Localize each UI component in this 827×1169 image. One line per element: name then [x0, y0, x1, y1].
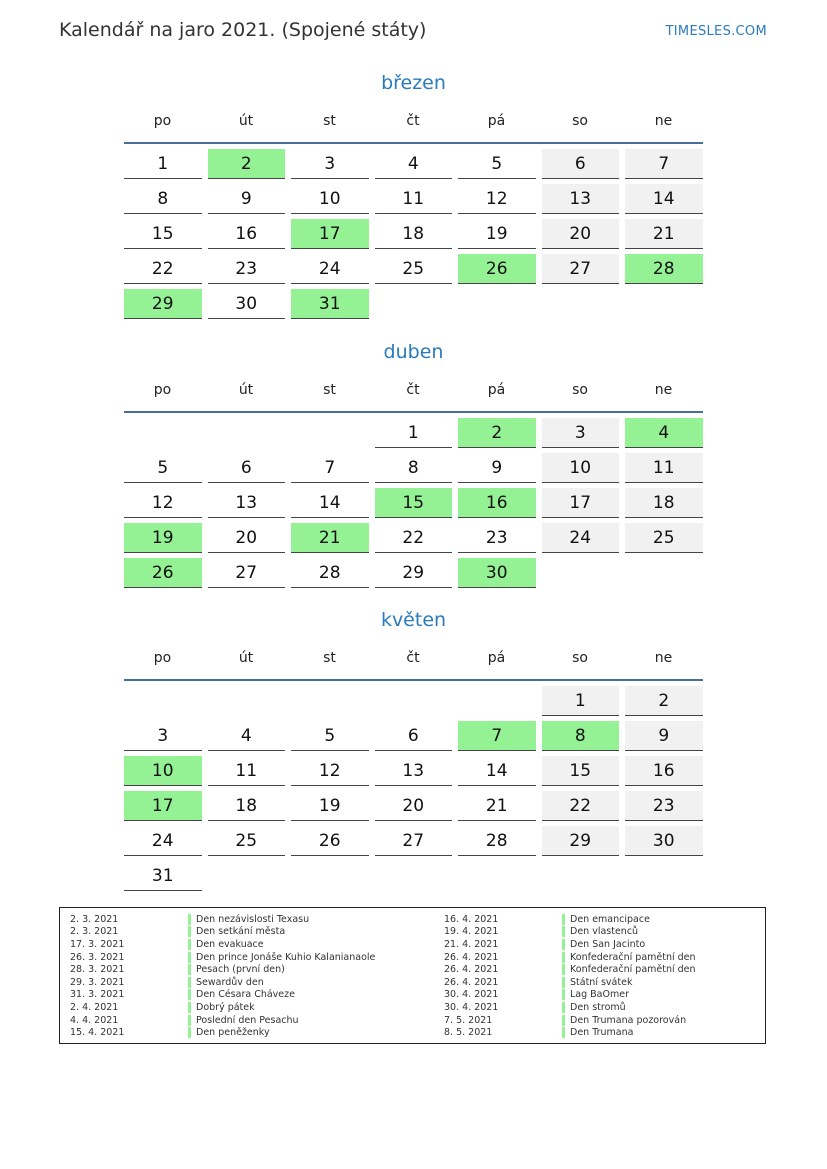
- weekday-label: ne: [654, 650, 673, 666]
- day-cell[interactable]: 16: [625, 756, 703, 786]
- day-cell[interactable]: 29: [542, 826, 620, 856]
- day-cell[interactable]: 13: [375, 756, 453, 786]
- holiday-day-cell[interactable]: 30: [458, 558, 536, 588]
- holiday-marker: [188, 1027, 191, 1038]
- day-cell[interactable]: 14: [625, 184, 703, 214]
- weekday-label: čt: [406, 650, 420, 666]
- day-cell[interactable]: 9: [625, 721, 703, 751]
- holiday-day-cell[interactable]: 2: [208, 149, 286, 179]
- weekday-header: [124, 372, 703, 408]
- holiday-marker: [188, 1002, 191, 1013]
- day-cell[interactable]: 5: [458, 149, 536, 179]
- holiday-name: Den nezávislosti Texasu: [196, 913, 310, 925]
- day-cell[interactable]: 8: [375, 453, 453, 483]
- holiday-day-cell[interactable]: 28: [625, 254, 703, 284]
- holiday-row: [444, 951, 696, 964]
- weekday-label: ne: [654, 382, 673, 398]
- holiday-day-cell[interactable]: 26: [458, 254, 536, 284]
- holiday-row: [444, 963, 696, 976]
- holiday-row: [444, 938, 696, 951]
- day-cell[interactable]: 7: [291, 453, 369, 483]
- day-cell[interactable]: 24: [542, 523, 620, 553]
- holiday-row: [444, 989, 696, 1002]
- holiday-day-cell[interactable]: 21: [291, 523, 369, 553]
- month-divider: [124, 679, 703, 681]
- day-cell[interactable]: 8: [124, 184, 202, 214]
- holiday-row: [70, 913, 375, 926]
- holiday-row: [70, 1001, 375, 1014]
- holiday-marker: [562, 926, 565, 937]
- holiday-marker: [562, 1002, 565, 1013]
- day-cell[interactable]: 11: [375, 184, 453, 214]
- day-cell[interactable]: 25: [375, 254, 453, 284]
- holiday-marker: [562, 1027, 565, 1038]
- holiday-date: 2. 3. 2021: [70, 926, 119, 938]
- day-cell[interactable]: 5: [124, 453, 202, 483]
- holiday-marker: [188, 1015, 191, 1026]
- holiday-row: [444, 1026, 696, 1039]
- holiday-day-cell[interactable]: 26: [124, 558, 202, 588]
- holiday-day-cell[interactable]: 10: [124, 756, 202, 786]
- month-divider: [124, 411, 703, 413]
- empty-cell: [208, 686, 286, 716]
- day-cell[interactable]: 7: [625, 149, 703, 179]
- day-cell[interactable]: 27: [375, 826, 453, 856]
- day-cell[interactable]: 9: [458, 453, 536, 483]
- day-cell[interactable]: 30: [625, 826, 703, 856]
- day-cell[interactable]: 3: [124, 721, 202, 751]
- day-cell[interactable]: 28: [291, 558, 369, 588]
- holiday-name: Den Césara Cháveze: [196, 989, 295, 1001]
- holiday-name: Den setkání města: [196, 926, 286, 938]
- holiday-name: Pesach (první den): [196, 964, 285, 976]
- holiday-marker: [188, 939, 191, 950]
- month-title: duben: [383, 341, 444, 363]
- holiday-date: 17. 3. 2021: [70, 938, 125, 950]
- holiday-name: Poslední den Pesachu: [196, 1014, 299, 1026]
- day-cell[interactable]: 14: [291, 488, 369, 518]
- day-cell[interactable]: 14: [458, 756, 536, 786]
- holiday-row: [70, 938, 375, 951]
- holiday-day-cell[interactable]: 8: [542, 721, 620, 751]
- day-cell[interactable]: 6: [208, 453, 286, 483]
- day-cell[interactable]: 27: [542, 254, 620, 284]
- month-květen: [124, 605, 703, 891]
- holiday-day-cell[interactable]: 4: [625, 418, 703, 448]
- day-cell[interactable]: 12: [458, 184, 536, 214]
- holiday-marker: [188, 926, 191, 937]
- day-cell[interactable]: 29: [375, 558, 453, 588]
- holiday-list: [59, 907, 766, 1044]
- day-cell[interactable]: 18: [625, 488, 703, 518]
- day-cell[interactable]: 20: [542, 219, 620, 249]
- holiday-row: [444, 976, 696, 989]
- day-cell[interactable]: 25: [625, 523, 703, 553]
- day-cell[interactable]: 10: [542, 453, 620, 483]
- day-cell[interactable]: 22: [375, 523, 453, 553]
- month-březen: [124, 68, 703, 319]
- weekday-label: pá: [487, 382, 506, 398]
- day-cell[interactable]: 27: [208, 558, 286, 588]
- holiday-date: 15. 4. 2021: [70, 1027, 125, 1039]
- holiday-name: Den vlastenců: [570, 926, 639, 938]
- holiday-day-cell[interactable]: 19: [124, 523, 202, 553]
- weekday-label: čt: [406, 382, 420, 398]
- holiday-day-cell[interactable]: 31: [291, 289, 369, 319]
- holiday-date: 30. 4. 2021: [444, 1001, 499, 1013]
- holiday-day-cell[interactable]: 15: [375, 488, 453, 518]
- month-title: květen: [380, 609, 447, 631]
- holiday-row: [70, 926, 375, 939]
- holiday-row: [70, 1014, 375, 1027]
- holiday-marker: [562, 952, 565, 963]
- page-title: Kalendář na jaro 2021. (Spojené státy): [59, 19, 427, 41]
- weekday-label: st: [323, 650, 336, 666]
- holiday-name: Den stromů: [570, 1001, 626, 1013]
- weekday-label: po: [153, 382, 172, 398]
- holiday-marker: [562, 977, 565, 988]
- holiday-day-cell[interactable]: 7: [458, 721, 536, 751]
- holiday-day-cell[interactable]: 16: [458, 488, 536, 518]
- holiday-date: 4. 4. 2021: [70, 1014, 119, 1026]
- holiday-day-cell[interactable]: 17: [124, 791, 202, 821]
- day-cell[interactable]: 18: [208, 791, 286, 821]
- holiday-name: Lag BaOmer: [570, 989, 629, 1001]
- weekday-header: [124, 103, 703, 139]
- day-grid: [124, 686, 703, 891]
- weekday-label: po: [153, 650, 172, 666]
- day-cell[interactable]: 20: [375, 791, 453, 821]
- weekday-label: út: [238, 650, 254, 666]
- day-cell[interactable]: 21: [625, 219, 703, 249]
- day-cell[interactable]: 28: [458, 826, 536, 856]
- brand-link[interactable]: TIMESLES.COM: [665, 24, 767, 39]
- day-cell[interactable]: 12: [124, 488, 202, 518]
- holiday-row: [70, 963, 375, 976]
- day-cell[interactable]: 6: [542, 149, 620, 179]
- holiday-marker: [562, 964, 565, 975]
- holiday-date: 31. 3. 2021: [70, 989, 125, 1001]
- weekday-header: [124, 640, 703, 676]
- holiday-name: Den Trumana: [570, 1027, 634, 1039]
- weekday-label: so: [572, 650, 588, 666]
- holiday-name: Den prince Jonáše Kuhio Kalanianaole: [196, 951, 376, 963]
- holiday-name: Den emancipace: [570, 913, 650, 925]
- holiday-date: 8. 5. 2021: [444, 1027, 493, 1039]
- day-cell[interactable]: 13: [208, 488, 286, 518]
- day-cell[interactable]: 4: [375, 149, 453, 179]
- holiday-day-cell[interactable]: 29: [124, 289, 202, 319]
- holiday-day-cell[interactable]: 17: [291, 219, 369, 249]
- day-cell[interactable]: 6: [375, 721, 453, 751]
- weekday-label: st: [323, 382, 336, 398]
- day-cell[interactable]: 13: [542, 184, 620, 214]
- holiday-date: 26. 4. 2021: [444, 976, 499, 988]
- empty-cell: [208, 418, 286, 448]
- weekday-label: so: [572, 382, 588, 398]
- holiday-name: Den peněženky: [196, 1027, 270, 1039]
- holiday-marker: [188, 952, 191, 963]
- month-duben: [124, 337, 703, 588]
- holiday-marker: [562, 989, 565, 1000]
- holiday-date: 2. 3. 2021: [70, 913, 119, 925]
- holiday-name: Dobrý pátek: [196, 1001, 255, 1013]
- day-cell[interactable]: 15: [542, 756, 620, 786]
- empty-cell: [124, 686, 202, 716]
- day-cell[interactable]: 23: [458, 523, 536, 553]
- day-cell[interactable]: 9: [208, 184, 286, 214]
- day-cell[interactable]: 24: [291, 254, 369, 284]
- day-cell[interactable]: 1: [542, 686, 620, 716]
- weekday-label: pá: [487, 113, 506, 129]
- day-cell[interactable]: 26: [291, 826, 369, 856]
- holiday-marker: [188, 964, 191, 975]
- holiday-name: Sewardův den: [196, 976, 264, 988]
- day-cell[interactable]: 16: [208, 219, 286, 249]
- day-cell[interactable]: 17: [542, 488, 620, 518]
- day-cell[interactable]: 31: [124, 861, 202, 891]
- day-cell[interactable]: 19: [458, 219, 536, 249]
- day-grid: [124, 418, 703, 588]
- empty-cell: [458, 686, 536, 716]
- month-title: březen: [381, 72, 446, 94]
- holiday-name: Den Trumana pozorován: [570, 1014, 687, 1026]
- day-cell[interactable]: 3: [542, 418, 620, 448]
- holiday-marker: [562, 1015, 565, 1026]
- holiday-name: Konfederační pamětní den: [570, 964, 696, 976]
- weekday-label: ne: [654, 113, 673, 129]
- day-cell[interactable]: 1: [375, 418, 453, 448]
- day-cell[interactable]: 12: [291, 756, 369, 786]
- empty-cell: [375, 686, 453, 716]
- empty-cell: [291, 686, 369, 716]
- day-cell[interactable]: 3: [291, 149, 369, 179]
- holiday-marker: [188, 977, 191, 988]
- day-cell[interactable]: 5: [291, 721, 369, 751]
- holiday-row: [444, 913, 696, 926]
- day-cell[interactable]: 1: [124, 149, 202, 179]
- holiday-date: 19. 4. 2021: [444, 926, 499, 938]
- day-cell[interactable]: 11: [625, 453, 703, 483]
- month-divider: [124, 142, 703, 144]
- weekday-label: út: [238, 113, 254, 129]
- day-cell[interactable]: 10: [291, 184, 369, 214]
- weekday-label: so: [572, 113, 588, 129]
- day-cell[interactable]: 4: [208, 721, 286, 751]
- weekday-label: út: [238, 382, 254, 398]
- holiday-date: 7. 5. 2021: [444, 1014, 493, 1026]
- holiday-row: [70, 951, 375, 964]
- day-cell[interactable]: 20: [208, 523, 286, 553]
- day-cell[interactable]: 25: [208, 826, 286, 856]
- holiday-date: 26. 3. 2021: [70, 951, 125, 963]
- holiday-date: 29. 3. 2021: [70, 976, 125, 988]
- holiday-row: [70, 1026, 375, 1039]
- day-cell[interactable]: 23: [208, 254, 286, 284]
- weekday-label: pá: [487, 650, 506, 666]
- holiday-date: 28. 3. 2021: [70, 964, 125, 976]
- holiday-row: [70, 989, 375, 1002]
- holiday-row: [444, 1001, 696, 1014]
- day-cell[interactable]: 30: [208, 289, 286, 319]
- day-cell[interactable]: 22: [124, 254, 202, 284]
- holiday-marker: [188, 989, 191, 1000]
- holiday-marker: [188, 914, 191, 925]
- day-cell[interactable]: 22: [542, 791, 620, 821]
- day-cell[interactable]: 19: [291, 791, 369, 821]
- holiday-day-cell[interactable]: 2: [458, 418, 536, 448]
- day-cell[interactable]: 21: [458, 791, 536, 821]
- day-cell[interactable]: 24: [124, 826, 202, 856]
- holiday-name: Den San Jacinto: [570, 938, 646, 950]
- holiday-date: 26. 4. 2021: [444, 964, 499, 976]
- holiday-marker: [562, 914, 565, 925]
- holiday-name: Konfederační pamětní den: [570, 951, 696, 963]
- holiday-date: 30. 4. 2021: [444, 989, 499, 1001]
- holiday-name: Státní svátek: [570, 976, 633, 988]
- day-cell[interactable]: 18: [375, 219, 453, 249]
- holiday-name: Den evakuace: [196, 938, 264, 950]
- holiday-marker: [562, 939, 565, 950]
- holiday-date: 2. 4. 2021: [70, 1001, 119, 1013]
- holiday-row: [444, 926, 696, 939]
- empty-cell: [124, 418, 202, 448]
- day-grid: [124, 149, 703, 319]
- day-cell[interactable]: 23: [625, 791, 703, 821]
- holiday-row: [444, 1014, 696, 1027]
- weekday-label: čt: [406, 113, 420, 129]
- holiday-date: 21. 4. 2021: [444, 938, 499, 950]
- holiday-row: [70, 976, 375, 989]
- holiday-date: 26. 4. 2021: [444, 951, 499, 963]
- weekday-label: st: [323, 113, 336, 129]
- empty-cell: [291, 418, 369, 448]
- day-cell[interactable]: 11: [208, 756, 286, 786]
- day-cell[interactable]: 2: [625, 686, 703, 716]
- holiday-date: 16. 4. 2021: [444, 913, 499, 925]
- day-cell[interactable]: 15: [124, 219, 202, 249]
- weekday-label: po: [153, 113, 172, 129]
